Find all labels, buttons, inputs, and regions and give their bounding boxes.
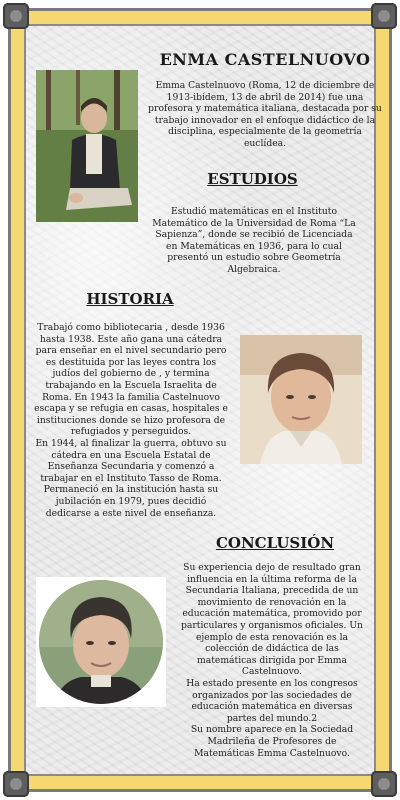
- heading-estudios: ESTUDIOS: [207, 170, 298, 188]
- photo-seated-outdoors: [36, 70, 138, 222]
- corner-bolt-top-right: [371, 3, 397, 29]
- photo-elder-portrait-image: [36, 577, 166, 707]
- heading-conclusion: CONCLUSIÓN: [215, 534, 335, 552]
- photo-seated-outdoors-image: [36, 70, 138, 222]
- conclusion-paragraph-1: Su experiencia dejo de resultado gran influencia en la última reforma de la Secundaria Italiana, precedida de un movimiento de renovación en la educación matemática, promovido por particulares y organismos oficiales. Un ejemplo de esta renovación es la colección de didáctica de las matemáticas dirigida por Emma Castelnuovo.: [181, 562, 363, 678]
- historia-text: [34, 322, 228, 519]
- historia-paragraph-2: En 1944, al finalizar la guerra, obtuvo su cátedra en una Escuela Estatal de Enseñanza Secundaria y comenzó a trabajar en el Instituto Tasso de Roma. Permaneció en la institución hasta su jubilación en 1979, pues decidió dedicarse a este nivel de enseñanza.: [35, 437, 227, 519]
- estudios-paragraph: Estudió matemáticas en el Instituto Matemático de la Universidad de Roma “La Sapienza”, donde se recibió de Licenciada en Matemáticas en 1936, para lo cual presentó un estudio sobre Geometría Algebraica.: [152, 206, 356, 275]
- photo-young-portrait-image: [240, 335, 362, 464]
- photo-young-portrait: [240, 335, 362, 464]
- corner-bolt-bottom-left: [3, 771, 29, 797]
- photo-elder-portrait: [36, 577, 166, 707]
- historia-paragraph-1: Trabajó como bibliotecaria , desde 1936 hasta 1938. Este año gana una cátedra para enseñar en el nivel secundario pero es destituida por las leyes contra los judíos del gobierno de , y termina trabajando en la Escuela Israelita de Roma. En 1943 la familia Castelnuovo escapa y se refugia en casas, hospitales e instituciones donde se hizo profesora de refugiados y perseguidos.: [34, 322, 228, 438]
- heading-historia: HISTORIA: [86, 290, 174, 308]
- intro-paragraph: Emma Castelnuovo (Roma, 12 de diciembre de 1913-ibídem, 13 de abril de 2014) fue una profesora y matemática italiana, destacada por su trabajo innovador en el enfoque didáctico de la disciplina, especialmente de la geometría euclídea.: [148, 80, 382, 149]
- corner-bolt-bottom-right: [371, 771, 397, 797]
- conclusion-paragraph-3: Su nombre aparece en la Sociedad Madrileña de Profesores de Matemáticas Emma Castelnuovo.: [190, 724, 354, 759]
- corner-bolt-top-left: [3, 3, 29, 29]
- conclusion-text: [180, 562, 364, 759]
- conclusion-paragraph-2: Ha estado presente en los congresos organizados por las sociedades de educación matemática en diversas partes del mundo.2: [186, 677, 358, 724]
- page-title: ENMA CASTELNUOVO: [159, 50, 371, 69]
